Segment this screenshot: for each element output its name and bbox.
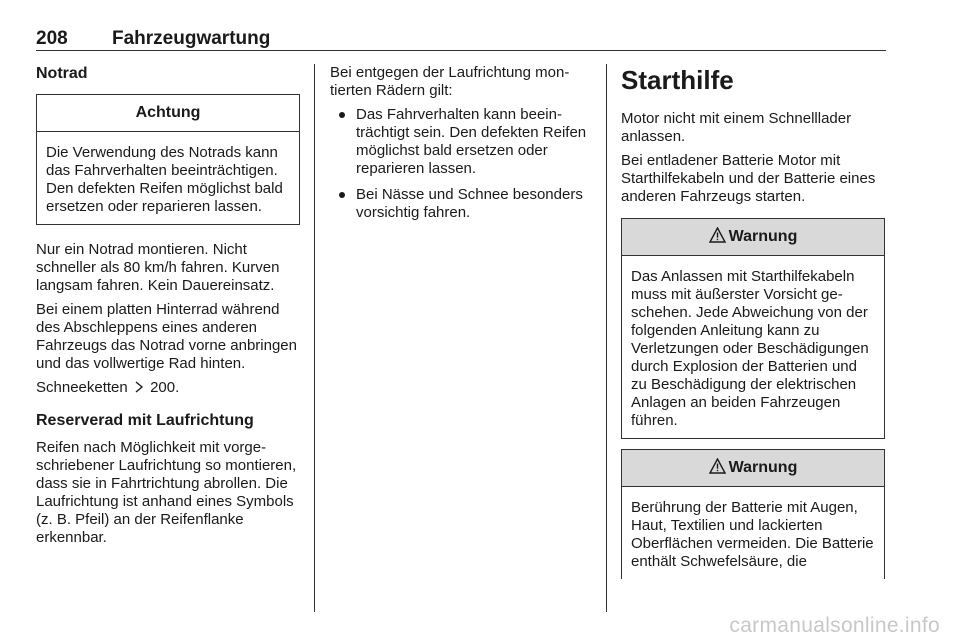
paragraph: Motor nicht mit einem Schnelllader anlassen. xyxy=(621,110,852,145)
warning-text: Berührung der Batterie mit Augen, Haut, Textilien und lackierten Oberflächen vermeiden. Die Batterie enthält Schwefelsäure, die xyxy=(631,499,874,570)
paragraph: Bei entladener Batterie Motor mit Starthilfekabeln und der Batterie eines anderen Fahrzeugs starten. xyxy=(621,152,876,205)
column-divider xyxy=(314,64,315,612)
watermark: carmanualsonline.info xyxy=(729,614,940,637)
bullet-icon xyxy=(339,192,345,198)
column-right xyxy=(621,64,885,579)
warning-box-title: Warnung xyxy=(622,219,884,256)
page-header xyxy=(36,6,886,51)
list-item: Das Fahrverhalten kann beeinträchtigt sein. Den defekten Reifen möglichst bald ersetzen oder reparieren lassen. xyxy=(330,106,594,178)
reference-arrow-icon xyxy=(134,381,144,393)
paragraph: Reifen nach Möglichkeit mit vorgeschriebener Laufrichtung so montieren, dass sie in Fahrtrichtung abrollen. Die Laufrichtung ist anhand eines Symbols (z. B. Pfeil) an der Reifenflanke erkennbar. xyxy=(36,439,297,546)
column-divider xyxy=(606,64,607,612)
warning-box xyxy=(621,449,885,579)
paragraph: Nur ein Notrad montieren. Nicht schneller als 80 km/h fahren. Kurven langsam fahren. Kein Dauereinsatz. xyxy=(36,241,280,294)
warning-text: Das Anlassen mit Starthilfekabeln muss mit äußerster Vorsicht geschehen. Jede Abweichung von der folgenden Anleitung kann zu Verletzungen oder Beschädigungen durch Explosion der Batterien und zu Beschädigung der elektrischen Anlagen an beiden Fahrzeugen führen. xyxy=(631,268,869,429)
list-item: Bei Nässe und Schnee besonders vorsichtig fahren. xyxy=(330,186,594,222)
caution-box-title: Achtung xyxy=(37,95,299,132)
paragraph: Bei entgegen der Laufrichtung montierten Rädern gilt: xyxy=(330,64,570,99)
column-middle xyxy=(330,64,594,230)
bullet-icon xyxy=(339,112,345,118)
paragraph: Bei einem platten Hinterrad während des Abschleppens eines anderen Fahrzeugs das Notrad vorne anbringen und das vollwertige Rad hinten. xyxy=(36,301,297,372)
caution-box-body xyxy=(37,132,299,224)
caution-box xyxy=(36,94,300,225)
chapter-title: Fahrzeugwartung xyxy=(112,28,271,49)
bullet-list xyxy=(330,106,594,222)
section-heading-notrad: Notrad xyxy=(36,65,88,82)
page-number: 208 xyxy=(36,28,68,49)
warning-box-title: Warnung xyxy=(622,450,884,487)
warning-box xyxy=(621,218,885,439)
section-heading-reserverad: Reserverad mit Laufrichtung xyxy=(36,412,254,429)
reference-label: Schneeketten xyxy=(36,379,128,396)
reference-page: 200. xyxy=(150,379,180,396)
warning-box-body xyxy=(622,256,884,438)
warning-box-body xyxy=(622,487,884,579)
column-left xyxy=(36,64,300,553)
warning-triangle-icon xyxy=(709,458,726,474)
warning-triangle-icon xyxy=(709,227,726,243)
cross-reference xyxy=(36,379,300,397)
caution-text: Die Verwendung des Notrads kann das Fahrverhalten beeinträchtigen. Den defekten Reifen möglichst bald ersetzen oder reparieren lassen. xyxy=(46,144,283,215)
section-heading-starthilfe: Starthilfe xyxy=(621,65,734,95)
